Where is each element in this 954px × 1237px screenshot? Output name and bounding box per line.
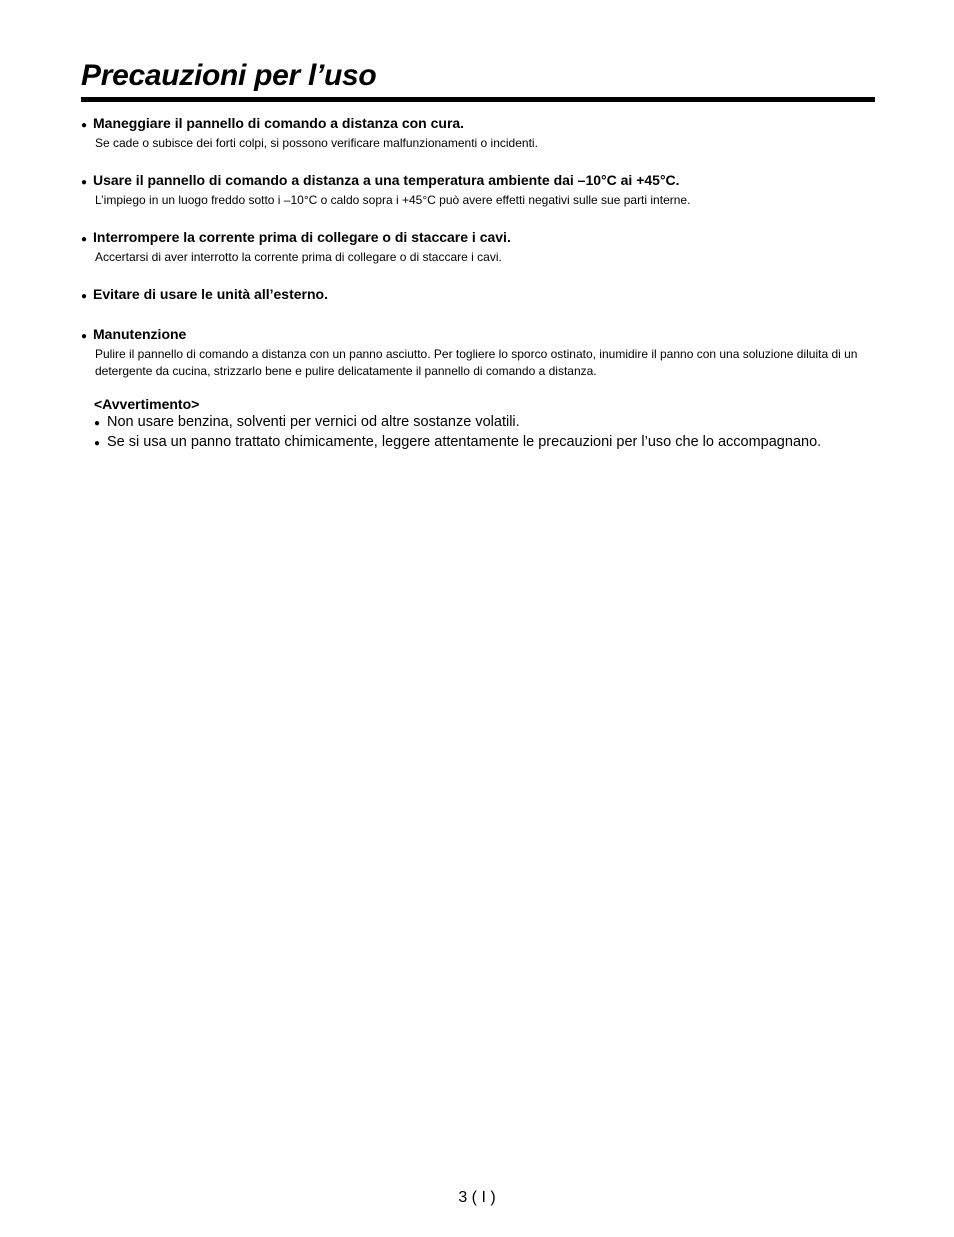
warning-block — [94, 395, 881, 453]
section-heading-text: Manutenzione — [93, 326, 187, 342]
section-body: Pulire il pannello di comando a distanza con un panno asciutto. Per togliere lo sporco ostinato, inumidire il panno con una soluzione diluita di un detergente da cucina, strizzarlo bene e pulire delicatamente il pannello di comando a distanza. — [95, 347, 858, 378]
bullet-icon: ● — [94, 438, 101, 449]
bullet-icon: ● — [94, 418, 101, 429]
section-body: Accertarsi di aver interrotto la corrente prima di collegare o di staccare i cavi. — [95, 250, 502, 264]
title-divider — [81, 97, 875, 102]
section-heading — [81, 171, 881, 192]
precaution-handle-with-care — [81, 114, 881, 152]
precaution-maintenance — [81, 325, 881, 380]
warning-item-text: Se si usa un panno trattato chimicamente, leggere attentamente le precauzioni per l’uso che lo accompagnano. — [107, 434, 822, 450]
bullet-icon: ● — [81, 177, 88, 188]
section-heading-text: Evitare di usare le unità all’esterno. — [93, 286, 328, 302]
page-number: 3 ( I ) — [458, 1189, 496, 1206]
section-heading-text: Interrompere la corrente prima di collegare o di staccare i cavi. — [93, 229, 511, 245]
bullet-icon: ● — [81, 120, 88, 131]
warning-item — [94, 413, 881, 433]
precaution-outdoor — [81, 285, 881, 306]
section-heading — [81, 114, 881, 135]
precaution-temperature — [81, 171, 881, 209]
bullet-icon: ● — [81, 234, 88, 245]
section-body: Se cade o subisce dei forti colpi, si possono verificare malfunzionamenti o incidenti. — [95, 136, 538, 150]
bullet-icon: ● — [81, 331, 88, 342]
warning-heading: <Avvertimento> — [94, 396, 200, 412]
page-title: Precauzioni per l’uso — [81, 59, 377, 92]
section-heading — [81, 325, 881, 346]
section-body: L’impiego in un luogo freddo sotto i –10°C o caldo sopra i +45°C può avere effetti negativi sulle sue parti interne. — [95, 193, 691, 207]
precautions-content — [81, 114, 881, 453]
section-heading-text: Maneggiare il pannello di comando a distanza con cura. — [93, 115, 465, 131]
section-heading — [81, 228, 881, 249]
bullet-icon: ● — [81, 291, 88, 302]
section-heading-text: Usare il pannello di comando a distanza a una temperatura ambiente dai –10°C ai +45°C. — [93, 172, 680, 188]
warning-item-text: Non usare benzina, solventi per vernici od altre sostanze volatili. — [107, 414, 520, 430]
warning-item — [94, 433, 881, 453]
precaution-power-off — [81, 228, 881, 266]
section-heading — [81, 285, 881, 306]
